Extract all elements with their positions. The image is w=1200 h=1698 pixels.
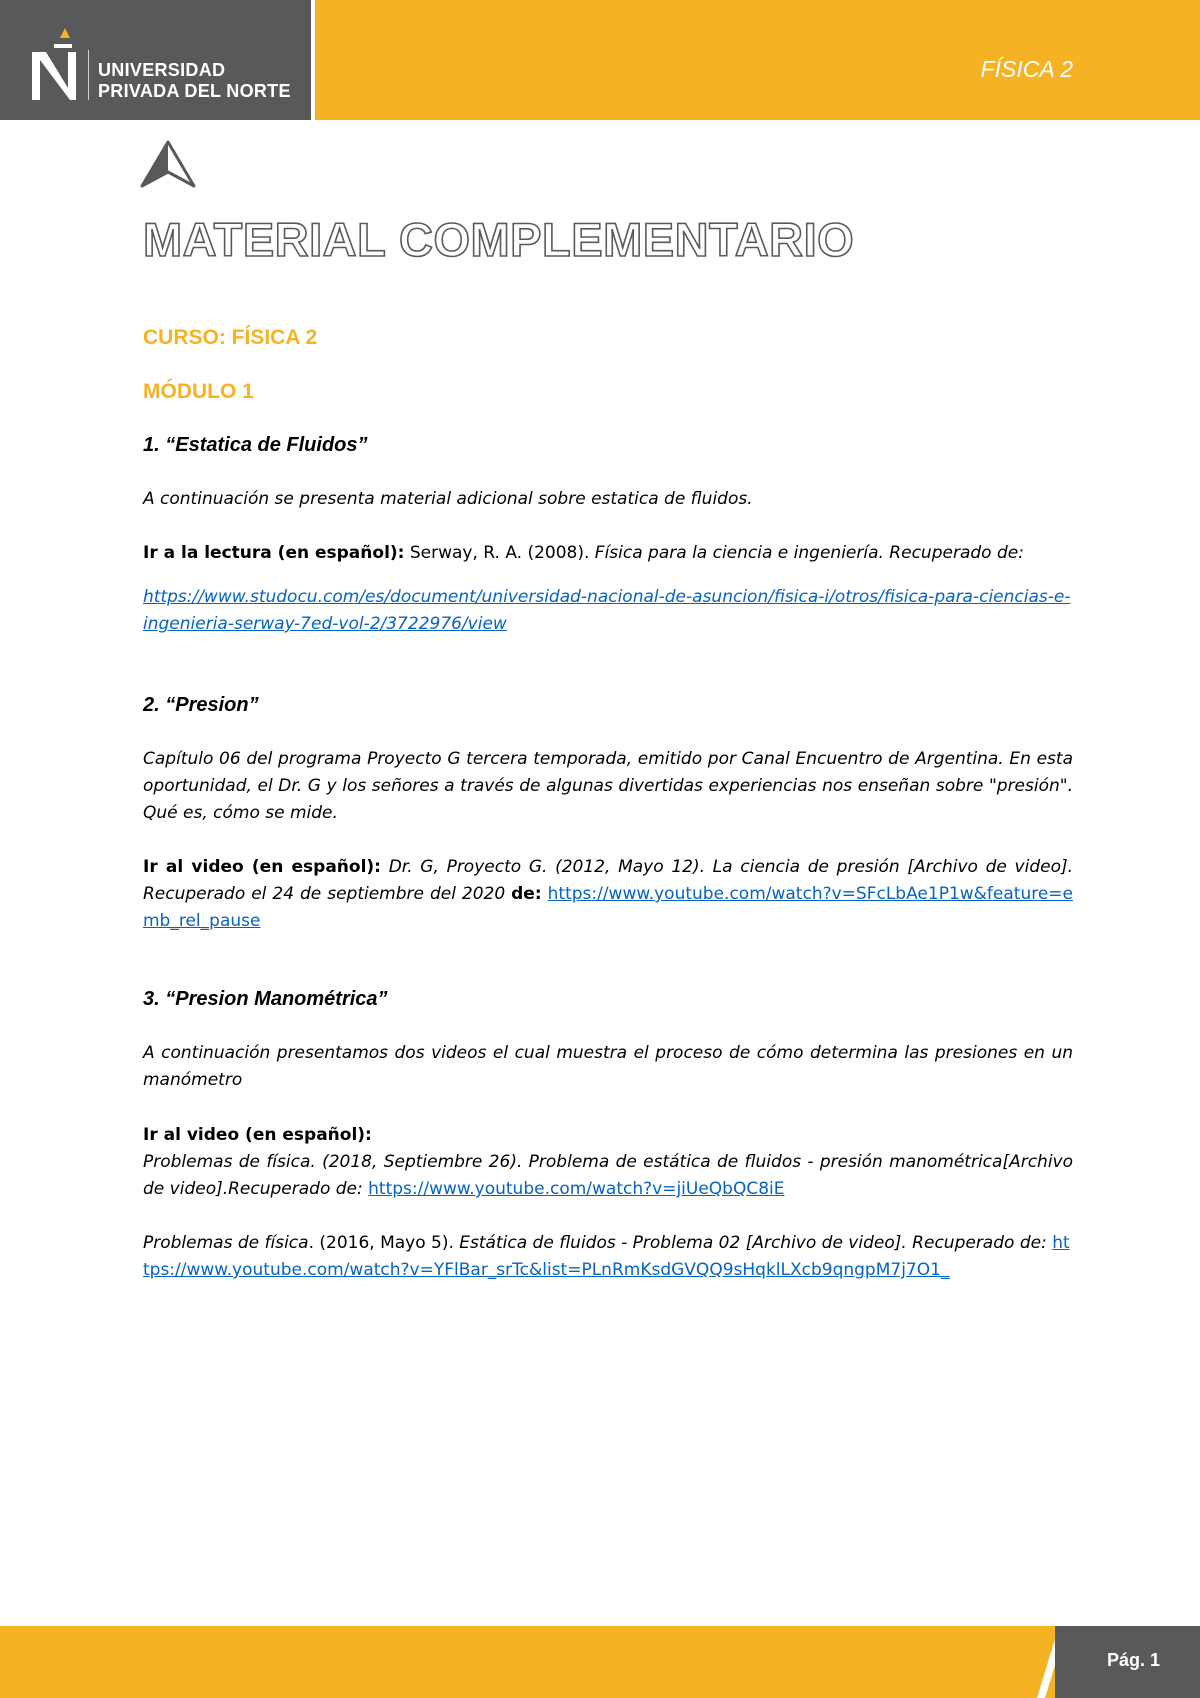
section-title: “Estatica de Fluidos” <box>165 434 368 456</box>
logo-line-2: PRIVADA DEL NORTE <box>98 81 291 101</box>
section-2-reference <box>143 854 1073 935</box>
university-logo <box>0 0 311 120</box>
section-3-reference-2 <box>143 1230 1073 1284</box>
youtube-link-manometrica-2[interactable]: https://www.youtube.com/watch?v=YFlBar_srTc&list=PLnRmKsdGVQQ9sHqklLXcb9qngpM7j7O1_ <box>143 1233 1070 1280</box>
reference-date: . (2016, Mayo 5). <box>308 1233 454 1253</box>
section-1-intro: A continuación se presenta material adicional sobre estatica de fluidos. <box>143 489 753 509</box>
logo-line-1: UNIVERSIDAD <box>98 60 226 80</box>
section-3-reference-label: Ir al video (en español): <box>143 1125 372 1145</box>
section-title: “Presion” <box>165 694 259 716</box>
section-3-heading <box>143 988 388 1011</box>
logo-divider <box>88 50 89 100</box>
reference-text: Estática de fluidos - Problema 02 [Archivo de video]. Recuperado de: <box>459 1233 1047 1253</box>
section-3-intro: A continuación presentamos dos videos el cual muestra el proceso de cómo determina las presiones en un manómetro <box>143 1043 1073 1090</box>
header-course-name: FÍSICA 2 <box>980 56 1073 82</box>
logo-text <box>98 60 291 102</box>
page-number: Pág. 1 <box>1106 1650 1160 1670</box>
header-separator <box>311 0 315 120</box>
section-2-heading <box>143 694 259 717</box>
page-header <box>0 0 1200 120</box>
reference-de: de: <box>511 884 542 904</box>
section-1-reference <box>143 540 1073 567</box>
document-title: MATERIAL COMPLEMENTARIO <box>143 213 855 266</box>
section-1-heading <box>143 434 368 457</box>
module-label: MÓDULO 1 <box>143 380 254 403</box>
section-1-link-paragraph <box>143 584 1073 638</box>
section-number: 2. <box>143 694 160 716</box>
reference-title: Física para la ciencia e ingeniería. Recuperado de: <box>594 543 1024 563</box>
youtube-link-manometrica-1[interactable]: https://www.youtube.com/watch?v=jiUeQbQC8iE <box>368 1179 785 1199</box>
reference-author: Problemas de física <box>143 1233 309 1253</box>
upn-logo-icon <box>28 22 80 100</box>
studocu-link[interactable]: https://www.studocu.com/es/document/universidad-nacional-de-asuncion/fisica-i/otros/fisica-para-ciencias-e-ingenieria-serway-7ed-vol-2/3722976/view <box>143 587 1071 634</box>
section-2-intro: Capítulo 06 del programa Proyecto G tercera temporada, emitido por Canal Encuentro de Argentina. En esta oportunidad, el Dr. G y los señores a través de algunas divertidas experiencias nos enseñan sobre "presión". Qué es, cómo se mide. <box>143 749 1073 823</box>
page-footer <box>0 1626 1200 1698</box>
youtube-link-presion[interactable]: https://www.youtube.com/watch?v=SFcLbAe1P1w&feature=emb_rel_pause <box>143 884 1074 931</box>
arrow-icon <box>140 140 196 188</box>
reference-author: Serway, R. A. (2008). <box>409 543 590 563</box>
reference-label: Ir al video (en español): <box>143 857 381 877</box>
reference-label: Ir a la lectura (en español): <box>143 543 405 563</box>
section-3-reference-1 <box>143 1149 1073 1203</box>
course-label: CURSO: FÍSICA 2 <box>143 326 318 349</box>
section-title: “Presion Manométrica” <box>165 988 388 1010</box>
footer-page-box <box>1055 1626 1200 1698</box>
reference-text: Problemas de física. (2018, Septiembre 26). Problema de estática de fluidos - presión manométrica[Archivo de video].Recuperado de: <box>143 1152 1073 1199</box>
reference-text: Dr. G, Proyecto G. (2012, Mayo 12). La ciencia de presión [Archivo de video]. Recuperado el 24 de septiembre del 2020 <box>143 857 1074 904</box>
section-number: 1. <box>143 434 160 456</box>
section-number: 3. <box>143 988 160 1010</box>
